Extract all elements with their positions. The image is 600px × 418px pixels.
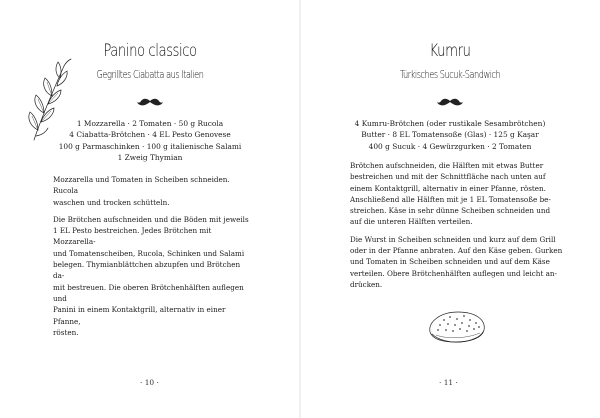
ingredient-line: 1 Mozzarella · 2 Tomaten · 50 g Rucola [76,119,224,128]
text-line: Die Wurst in Scheiben schneiden und kurz auf dem Grill [350,234,556,244]
instructions [350,160,564,296]
text-line: auf die unteren Hälften verteilen. [350,217,473,227]
text-line: mit bestreuen. Die oberen Brötchenhälften auflegen und [53,282,244,303]
instruction-paragraph [53,214,253,338]
recipe-title: Kumru [429,41,471,61]
text-line: 1 EL Pesto bestreichen. Jedes Brötchen mit Mozzarella- [53,226,212,247]
instructions [53,174,253,344]
text-line: drücken. [350,279,383,289]
ingredient-line: 400 g Sucuk · 4 Gewürzgurken · 2 Tomaten [368,141,532,151]
text-line: belegen. Thymianblättchen abzupfen und Brötchen da- [53,260,241,281]
recipe-title: Panino classico [103,41,197,61]
ingredient-line: 4 Kumru-Brötchen (oder rustikale Sesambrötchen) [354,119,546,128]
text-line: Brötchen aufschneiden, die Hälften mit etwas Butter [350,161,544,170]
text-line: rösten. [53,327,79,337]
bread-roll-icon [426,308,488,346]
ingredient-list [320,118,580,152]
text-line: und Tomatenscheiben, Rucola, Schinken und Salami [53,248,245,258]
text-line: einem Kontaktgrill, alternativ in einer Pfanne, rösten. [350,183,546,193]
recipe-subtitle: Gegrilltes Ciabatta aus Italien [96,69,204,81]
mustache-icon [137,97,163,107]
text-line: verteilen. Obere Brötchenhälften auflegen und leicht an- [350,268,557,278]
ingredient-line: 4 Ciabatta-Brötchen · 4 EL Pesto Genovese [69,130,231,140]
text-line: Anschließend alle Hälften mit je 1 EL Tomatensoße be- [350,194,551,204]
text-line: bestreichen und mit der Schnittfläche nach unten auf [350,172,546,182]
instruction-paragraph [350,234,564,290]
text-line: Die Brötchen aufschneiden und die Böden mit jeweils [53,214,249,224]
text-line: Mozzarella und Tomaten in Scheiben schneiden. Rucola [53,175,230,196]
text-line: streichen. Käse in sehr dünne Scheiben schneiden und [350,206,551,216]
ingredient-list [20,118,280,164]
page-number: · 11 · [439,378,458,387]
instruction-paragraph [53,174,253,208]
recipe-subtitle: Türkisches Sucuk-Sandwich [399,69,501,81]
ingredient-line: 100 g Parmaschinken · 100 g italienische Salami [58,141,242,151]
mustache-icon [437,97,463,107]
instruction-paragraph [350,160,564,228]
text-line: oder in der Pfanne anbraten. Auf den Käse geben. Gurken [350,246,563,256]
page-number: · 10 · [140,378,159,387]
right-page [300,0,600,418]
text-line: und Tomaten in Scheiben schneiden und auf dem Käse [350,257,550,267]
ingredient-line: Butter · 8 EL Tomatensoße (Glas) · 125 g Kaşar [361,130,539,140]
text-line: Panini in einem Kontaktgrill, alternativ in einer Pfanne, [53,305,226,326]
text-line: waschen und trocken schütteln. [53,197,170,207]
ingredient-line: 1 Zweig Thymian [117,153,183,163]
